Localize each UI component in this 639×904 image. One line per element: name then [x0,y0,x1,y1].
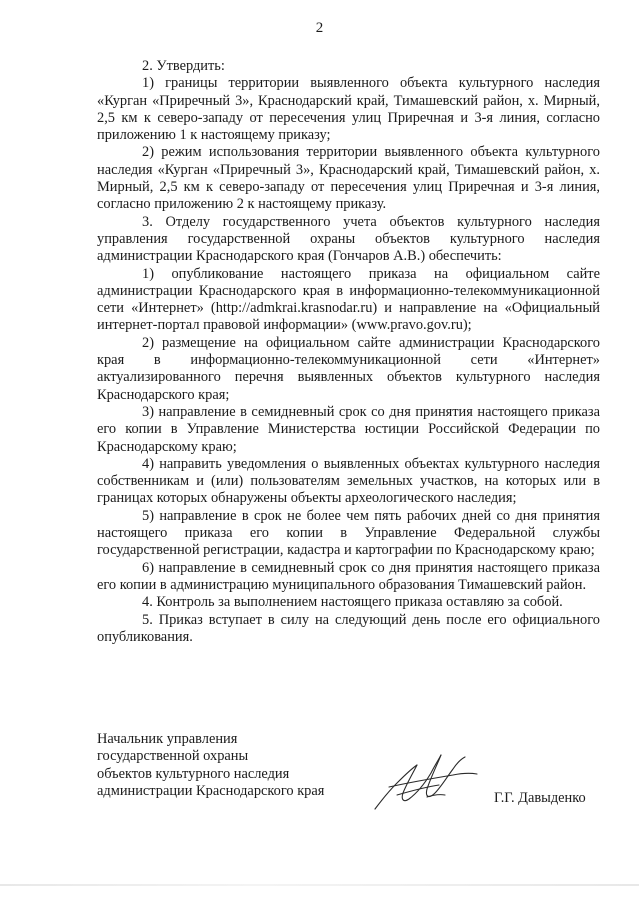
signatory-title-line: Начальник управления [97,731,238,747]
clause-2-item-1: 1) границы территории выявленного объекта культурного наследия «Курган «Приречный 3», Краснодарский край, Тимашевский район, х. Мирный, 2,5 км к северо-западу от пересечения улиц Приречная и 3-я линия, согласно приложению 1 к настоящему приказу; [97,75,600,144]
handwritten-signature-icon [367,747,482,819]
clause-3-item-4: 4) направить уведомления о выявленных объектах культурного наследия собственникам и (или) пользователям земельных участков, на которых или в границах которых обнаружены объекты археологического наследия; [97,455,600,507]
signatory-title-line: объектов культурного наследия [97,765,290,782]
clause-2-item-2: 2) режим использования территории выявленного объекта культурного наследия «Курган «Приречный 3», Краснодарский край, Тимашевский район, х. Мирный, 2,5 км к северо-западу от пересечения улиц Приречная и 3-я линия, согласно приложению 2 к настоящему приказу. [97,144,600,213]
signatory-title-line: государственной охраны [97,748,249,765]
clause-3-heading: 3. Отделу государственного учета объектов культурного наследия управления государственной охраны объектов культурного наследия администрации Краснодарского края (Гончаров А.В.) обеспечить: [97,213,600,265]
signatory-title [97,731,357,800]
clause-3-item-3: 3) направление в семидневный срок со дня принятия настоящего приказа его копии в Управление Министерства юстиции Российской Федерации по Краснодарскому краю; [97,403,600,455]
clause-3-item-1: 1) опубликование настоящего приказа на официальном сайте администрации Краснодарского края в информационно-телекоммуникационной сети «Интернет» (http://admkrai.krasnodar.ru) и направление на «Официальный интернет-портал правовой информации» (www.pravo.gov.ru); [97,265,600,334]
signatory-title-line: администрации Краснодарского края [97,782,325,799]
clause-5: 5. Приказ вступает в силу на следующий день после его официального опубликования. [97,611,600,645]
clause-4: 4. Контроль за выполнением настоящего приказа оставляю за собой. [142,594,563,611]
page-number: 2 [315,20,324,36]
clause-3-item-6: 6) направление в семидневный срок со дня принятия настоящего приказа его копии в администрацию муниципального образования Тимашевский район. [97,559,600,593]
signature-block [97,731,600,821]
clause-3-item-5: 5) направление в срок не более чем пять рабочих дней со дня принятия настоящего приказа его копии в Управление Федеральной службы государственной регистрации, кадастра и картографии по Краснодарскому краю; [97,507,600,559]
document-body [97,58,600,646]
clause-3-item-2: 2) размещение на официальном сайте администрации Краснодарского края в информационно-телекоммуникационной сети «Интернет» актуализированного перечня выявленных объектов культурного наследия Краснодарского края; [97,334,600,403]
clause-2-heading: 2. Утвердить: [142,58,225,74]
signatory-name: Г.Г. Давыденко [494,790,586,806]
scan-edge-line [0,884,639,886]
